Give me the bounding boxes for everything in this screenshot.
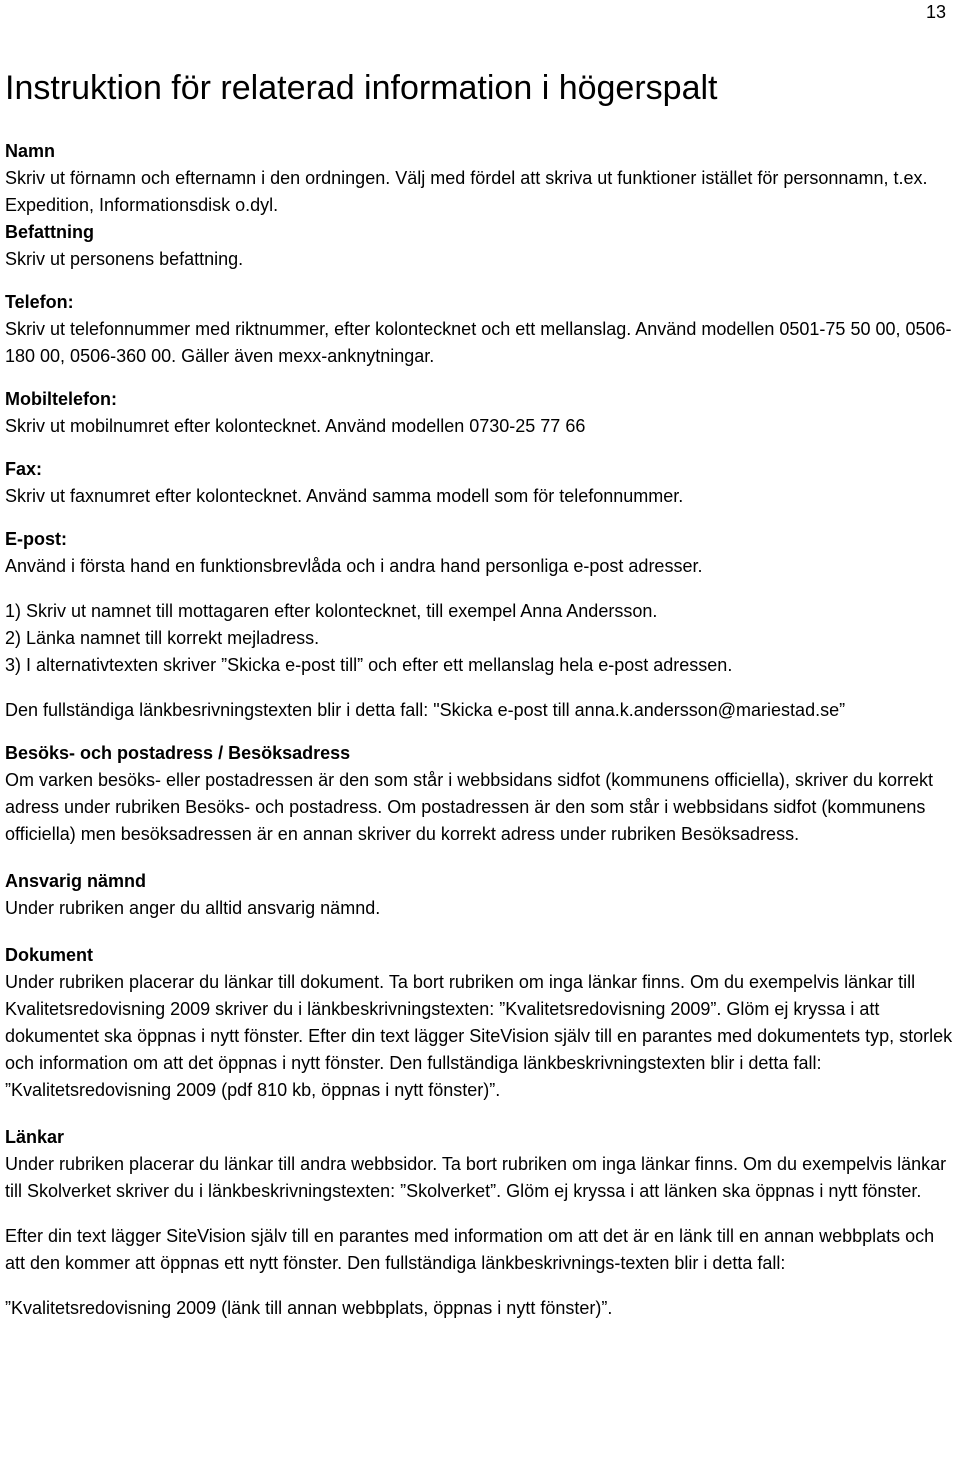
example-text: Den fullständiga länkbesrivningstexten blir i detta fall: "Skicka e-post till anna.k.andersson@mariestad.se” [5, 700, 846, 720]
list-item: 3) I alternativtexten skriver ”Skicka e-post till” och efter ett mellanslag hela e-post adressen. [5, 655, 733, 675]
section-text: Under rubriken anger du alltid ansvarig nämnd. [5, 898, 381, 918]
section-dokument [5, 942, 955, 1104]
section-text: Skriv ut telefonnummer med riktnummer, efter kolontecknet och ett mellanslag. Använd modellen 0501-75 50 00, 0506-180 00, 0506-360 00. Gäller även mexx-anknytningar. [5, 319, 952, 366]
list-item: 2) Länka namnet till korrekt mejladress. [5, 628, 320, 648]
section-telefon [5, 289, 955, 370]
section-lankar [5, 1124, 955, 1322]
page-number: 13 [925, 2, 946, 22]
section-text: Efter din text lägger SiteVision själv till en parantes med information om att det är en länk till en annan webbplats och att den kommer att öppnas ett nytt fönster. Den fullständiga länkbeskrivnings-texten blir i detta fall: [5, 1226, 935, 1273]
section-text: Under rubriken placerar du länkar till dokument. Ta bort rubriken om inga länkar finns. Om du exempelvis länkar till Kvalitetsredovisning 2009 skriver du i länkbeskrivningstexten: ”Kvalitetsredovisning 2009”. Glöm ej kryssa i att dokumentet ska öppnas i nytt fönster. Efter din text lägger SiteVision själv till en parantes med dokumentets typ, storlek och information om att det öppnas i nytt fönster. Den fullständiga länkbeskrivningstexten blir i detta fall: ”Kvalitetsredovisning 2009 (pdf 810 kb, öppnas i nytt fönster)”. [5, 972, 953, 1100]
section-namn [5, 138, 955, 219]
section-text: Om varken besöks- eller postadressen är den som står i webbsidans sidfot (kommunens officiella), skriver du korrekt adress under rubriken Besöks- och postadress. Om postadressen är den som står i webbsidans sidfot (kommunens officiella) men besöksadressen är en annan skriver du korrekt adress under rubriken Besöksadress. [5, 770, 934, 844]
section-text: Skriv ut personens befattning. [5, 249, 244, 269]
section-text: Under rubriken placerar du länkar till andra webbsidor. Ta bort rubriken om inga länkar finns. Om du exempelvis länkar till Skolverket skriver du i länkbeskrivningstexten: ”Skolverket”. Glöm ej kryssa i att länken ska öppnas i nytt fönster. [5, 1154, 947, 1201]
section-besoksadress [5, 740, 955, 848]
document-body [5, 68, 955, 1322]
section-befattning [5, 219, 955, 273]
example-text: ”Kvalitetsredovisning 2009 (länk till annan webbplats, öppnas i nytt fönster)”. [5, 1298, 613, 1318]
section-heading: Länkar [5, 1127, 65, 1147]
section-heading: Ansvarig nämnd [5, 871, 147, 891]
section-text: Skriv ut faxnumret efter kolontecknet. Använd samma modell som för telefonnummer. [5, 486, 684, 506]
section-epost [5, 526, 955, 724]
section-text: Skriv ut förnamn och efternamn i den ordningen. Välj med fördel att skriva ut funktioner istället för personnamn, t.ex. Expedition, Informationsdisk o.dyl. [5, 168, 928, 215]
page-title: Instruktion för relaterad information i högerspalt [5, 69, 718, 107]
section-heading: Besöks- och postadress / Besöksadress [5, 743, 351, 763]
section-text: Skriv ut mobilnumret efter kolontecknet. Använd modellen 0730-25 77 66 [5, 416, 586, 436]
section-fax [5, 456, 955, 510]
section-heading: Fax: [5, 459, 43, 479]
section-heading: E-post: [5, 529, 67, 549]
section-mobiltelefon [5, 386, 955, 440]
section-heading: Mobiltelefon: [5, 389, 117, 409]
section-heading: Namn [5, 141, 56, 161]
section-ansvarig-namnd [5, 868, 955, 922]
list-item: 1) Skriv ut namnet till mottagaren efter kolontecknet, till exempel Anna Andersson. [5, 601, 658, 621]
section-heading: Telefon: [5, 292, 74, 312]
section-text: Använd i första hand en funktionsbrevlåda och i andra hand personliga e-post adresser. [5, 556, 703, 576]
section-heading: Befattning [5, 222, 94, 242]
section-heading: Dokument [5, 945, 94, 965]
